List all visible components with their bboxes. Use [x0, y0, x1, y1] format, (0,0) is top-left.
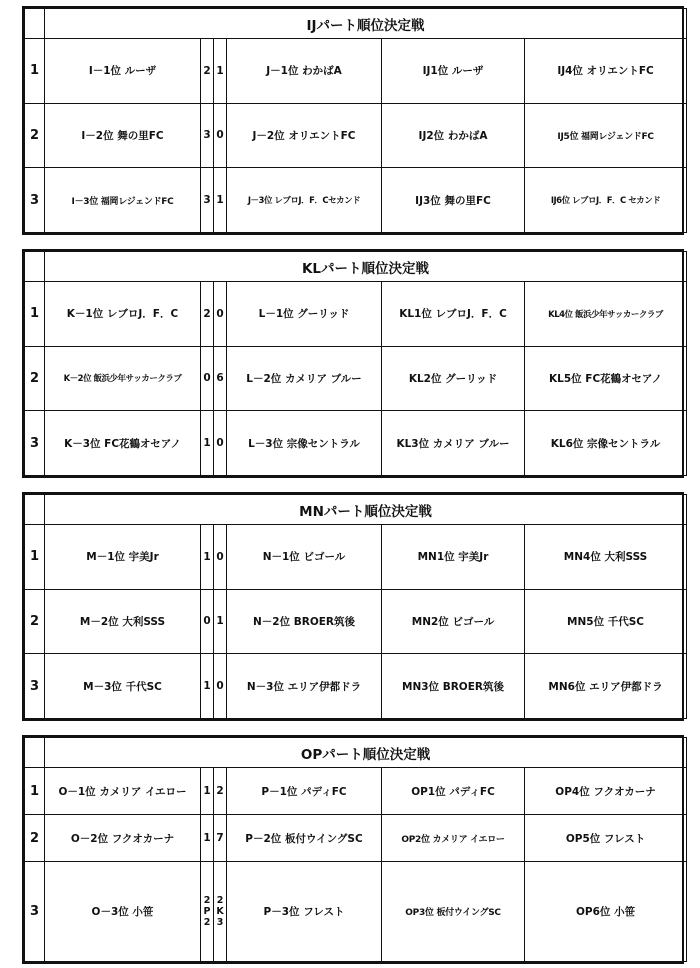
block-title: IJパート順位決定戦	[45, 9, 687, 39]
score-a-cell: 1	[201, 525, 214, 590]
bracket-table	[24, 8, 687, 233]
team-b-cell: L－2位 カメリア ブルー	[227, 346, 382, 411]
rank-cell: 1	[25, 525, 45, 590]
team-b-cell: J－1位 わかばA	[227, 39, 382, 104]
bracket-mn	[22, 492, 684, 721]
score-b-cell: 7	[214, 815, 227, 862]
score-b-cell: 0	[214, 282, 227, 347]
score-b-line: 2	[216, 895, 224, 907]
result-1-cell: OP2位 カメリア イエロー	[382, 815, 525, 862]
corner-cell	[25, 738, 45, 768]
score-b-cell: 1	[214, 39, 227, 104]
score-a-cell: 0	[201, 589, 214, 654]
rank-cell: 1	[25, 39, 45, 104]
score-a-cell: 1	[201, 768, 214, 815]
team-a-cell: K－3位 FC花鶴オセアノ	[45, 411, 201, 476]
team-a-cell: M－2位 大利SSS	[45, 589, 201, 654]
score-b-cell: 0	[214, 103, 227, 168]
team-a-cell: K－2位 飯浜少年サッカークラブ	[45, 346, 201, 411]
result-2-cell: KL5位 FC花鶴オセアノ	[525, 346, 687, 411]
bracket-table	[24, 251, 687, 476]
block-title: KLパート順位決定戦	[45, 252, 687, 282]
table-row	[25, 815, 687, 862]
result-1-cell: KL1位 レブロJ．F．C	[382, 282, 525, 347]
corner-cell	[25, 495, 45, 525]
team-b-cell: J－2位 オリエントFC	[227, 103, 382, 168]
score-b-line: K	[216, 906, 224, 918]
table-row	[25, 168, 687, 233]
result-1-cell: KL3位 カメリア ブルー	[382, 411, 525, 476]
table-row	[25, 525, 687, 590]
team-b-cell: L－3位 宗像セントラル	[227, 411, 382, 476]
block-title: OPパート順位決定戦	[45, 738, 687, 768]
corner-cell	[25, 252, 45, 282]
team-a-cell: I－2位 舞の里FC	[45, 103, 201, 168]
result-2-cell: MN5位 千代SC	[525, 589, 687, 654]
result-1-cell: IJ1位 ルーザ	[382, 39, 525, 104]
rank-cell: 3	[25, 862, 45, 962]
bracket-ij	[22, 6, 684, 235]
score-b-line: 3	[216, 917, 224, 929]
result-1-cell: OP1位 パディFC	[382, 768, 525, 815]
score-b-cell: 0	[214, 411, 227, 476]
team-b-cell: J－3位 レブロJ．F．Cセカンド	[227, 168, 382, 233]
score-a-cell: 1	[201, 411, 214, 476]
team-b-cell: P－1位 パディFC	[227, 768, 382, 815]
bracket-table	[24, 494, 687, 719]
result-2-cell: OP6位 小笹	[525, 862, 687, 962]
score-a-cell: 3	[201, 168, 214, 233]
team-a-cell: I－1位 ルーザ	[45, 39, 201, 104]
rank-cell: 3	[25, 654, 45, 719]
result-2-cell: IJ6位 レブロJ．F．C セカンド	[525, 168, 687, 233]
bracket-table	[24, 737, 687, 962]
result-2-cell: OP4位 フクオカーナ	[525, 768, 687, 815]
score-a-cell: 0	[201, 346, 214, 411]
rank-cell: 1	[25, 768, 45, 815]
result-1-cell: KL2位 グーリッド	[382, 346, 525, 411]
team-b-cell: N－1位 ビゴール	[227, 525, 382, 590]
result-2-cell: KL6位 宗像セントラル	[525, 411, 687, 476]
score-b-cell: 0	[214, 654, 227, 719]
score-a-cell	[201, 862, 214, 962]
score-b-cell: 1	[214, 589, 227, 654]
score-a-cell: 1	[201, 654, 214, 719]
result-1-cell: OP3位 板付ウイングSC	[382, 862, 525, 962]
team-a-cell: M－1位 宇美Jr	[45, 525, 201, 590]
table-row	[25, 862, 687, 962]
result-1-cell: MN1位 宇美Jr	[382, 525, 525, 590]
rank-cell: 3	[25, 411, 45, 476]
score-b-cell	[214, 862, 227, 962]
table-row	[25, 39, 687, 104]
score-b-cell: 2	[214, 768, 227, 815]
result-1-cell: MN2位 ビゴール	[382, 589, 525, 654]
rank-cell: 1	[25, 282, 45, 347]
score-a-line: P	[203, 906, 211, 918]
bracket-op	[22, 735, 684, 964]
result-1-cell: IJ2位 わかばA	[382, 103, 525, 168]
score-b-cell: 6	[214, 346, 227, 411]
result-2-cell: OP5位 フレスト	[525, 815, 687, 862]
table-row	[25, 654, 687, 719]
result-2-cell: IJ5位 福岡レジェンドFC	[525, 103, 687, 168]
score-b-cell: 1	[214, 168, 227, 233]
table-row	[25, 103, 687, 168]
team-b-cell: N－2位 BROER筑後	[227, 589, 382, 654]
team-a-cell: K－1位 レブロJ．F．C	[45, 282, 201, 347]
team-a-cell: I－3位 福岡レジェンドFC	[45, 168, 201, 233]
team-a-cell: O－1位 カメリア イエロー	[45, 768, 201, 815]
rank-cell: 3	[25, 168, 45, 233]
result-1-cell: IJ3位 舞の里FC	[382, 168, 525, 233]
team-a-cell: M－3位 千代SC	[45, 654, 201, 719]
block-title: MNパート順位決定戦	[45, 495, 687, 525]
team-a-cell: O－3位 小笹	[45, 862, 201, 962]
bracket-kl	[22, 249, 684, 478]
table-row	[25, 768, 687, 815]
score-a-line: 2	[203, 895, 211, 907]
team-b-cell: P－3位 フレスト	[227, 862, 382, 962]
team-a-cell: O－2位 フクオカーナ	[45, 815, 201, 862]
team-b-cell: N－3位 エリア伊都ドラ	[227, 654, 382, 719]
rank-cell: 2	[25, 815, 45, 862]
table-row	[25, 282, 687, 347]
table-row	[25, 589, 687, 654]
corner-cell	[25, 9, 45, 39]
result-2-cell: IJ4位 オリエントFC	[525, 39, 687, 104]
score-b-cell: 0	[214, 525, 227, 590]
result-1-cell: MN3位 BROER筑後	[382, 654, 525, 719]
result-2-cell: KL4位 飯浜少年サッカークラブ	[525, 282, 687, 347]
rank-cell: 2	[25, 589, 45, 654]
rank-cell: 2	[25, 346, 45, 411]
result-2-cell: MN6位 エリア伊都ドラ	[525, 654, 687, 719]
table-row	[25, 411, 687, 476]
result-2-cell: MN4位 大利SSS	[525, 525, 687, 590]
score-a-cell: 2	[201, 39, 214, 104]
score-a-line: 2	[203, 917, 211, 929]
table-row	[25, 346, 687, 411]
team-b-cell: P－2位 板付ウイングSC	[227, 815, 382, 862]
score-a-cell: 1	[201, 815, 214, 862]
team-b-cell: L－1位 グーリッド	[227, 282, 382, 347]
score-a-cell: 2	[201, 282, 214, 347]
score-a-cell: 3	[201, 103, 214, 168]
rank-cell: 2	[25, 103, 45, 168]
